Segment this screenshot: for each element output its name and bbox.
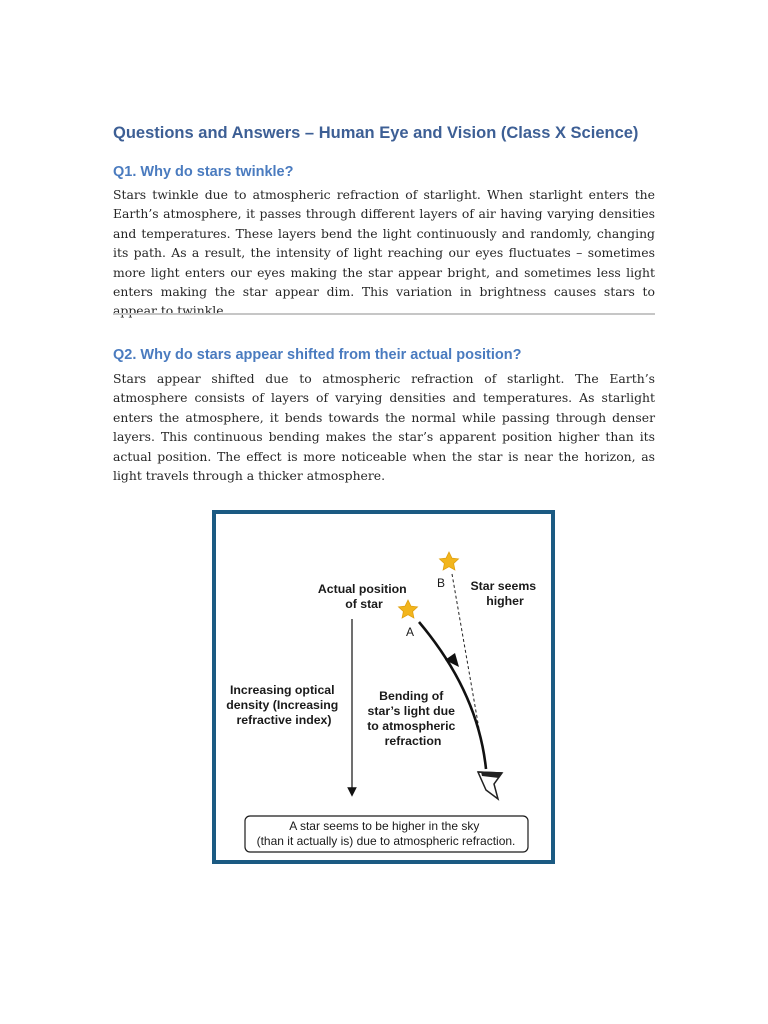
section-divider	[113, 313, 655, 315]
question-2-answer: Stars appear shifted due to atmospheric refraction of starlight. The Earth’s atmosphere consists of layers of varying densities and temperatures. As starlight enters the atmosphere, it bends towards the normal while passing through denser layers. This continuous bending makes the star’s apparent position higher than its actual position. The effect is more noticeable when the star is near the horizon, as light travels through a thicker atmosphere.	[113, 371, 655, 484]
point-a-label: A	[406, 625, 415, 639]
question-1-heading: Q1. Why do stars twinkle?	[113, 164, 294, 180]
refraction-diagram-svg	[216, 514, 551, 860]
point-b-label: B	[437, 576, 446, 590]
eye-icon	[478, 772, 502, 799]
page-title: Questions and Answers – Human Eye and Vision (Class X Science)	[113, 124, 639, 142]
bending-label: Bending of star’s light due to atmospheric refraction	[367, 689, 456, 748]
light-path-arrow-icon	[445, 653, 459, 667]
refraction-diagram	[212, 510, 555, 864]
optical-density-label: Increasing optical density (Increasing refractive index)	[226, 683, 339, 727]
question-2-heading: Q2. Why do stars appear shifted from their actual position?	[113, 347, 522, 363]
actual-star-icon	[399, 600, 418, 618]
star-seems-higher-label: Star seems higher	[470, 579, 537, 608]
apparent-star-icon	[440, 552, 459, 570]
actual-position-label: Actual position of star	[317, 582, 407, 611]
caption-text: A star seems to be higher in the sky (than it actually is) due to atmospheric refraction.	[256, 819, 516, 848]
question-1-answer: Stars twinkle due to atmospheric refraction of starlight. When starlight enters the Earth’s atmosphere, it passes through different layers of air having varying densities and temperatures. These layers bend the light continuously and randomly, changing its path. As a result, the intensity of light reaching our eyes fluctuates – sometimes more light enters our eyes making the star appear bright, and sometimes less light enters making the star appear dim. This variation in brightness causes stars to appear to twinkle.	[113, 187, 655, 319]
